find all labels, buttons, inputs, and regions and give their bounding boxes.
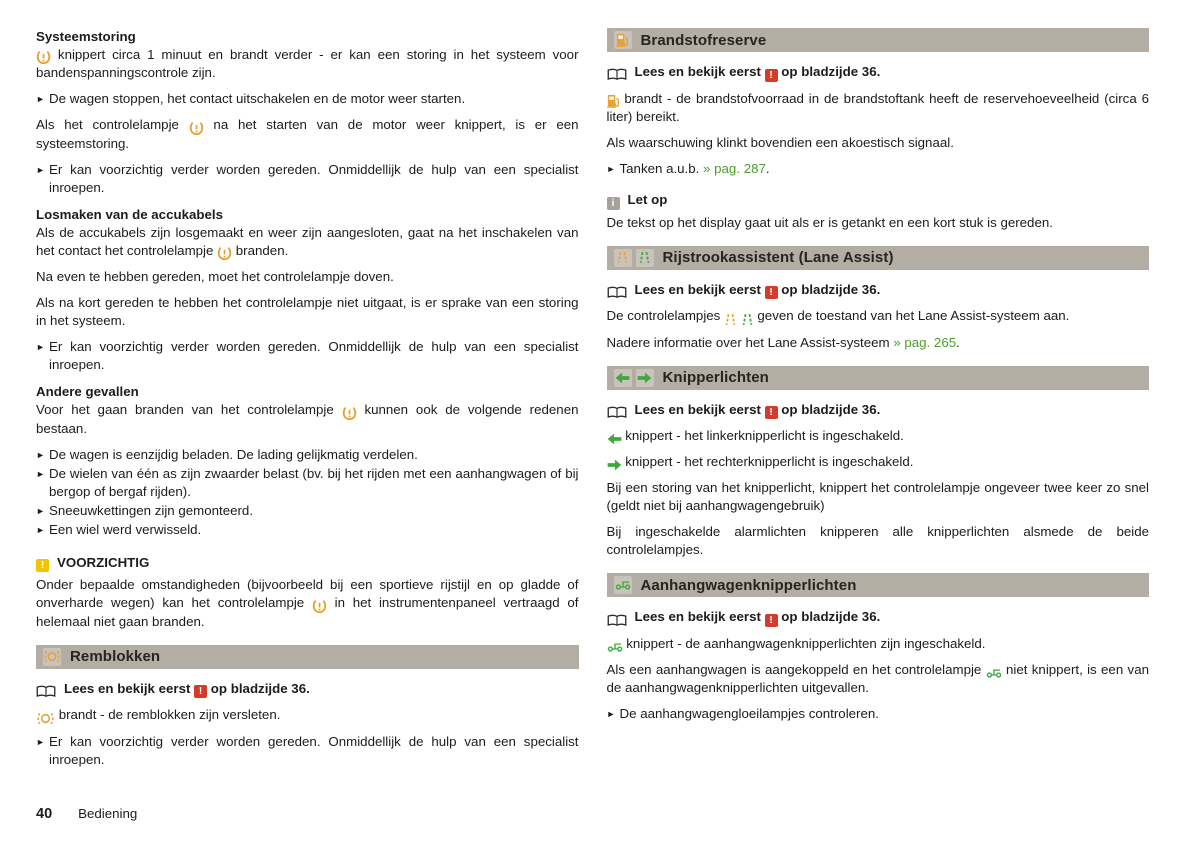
warning-red-exclamation-icon: ! <box>194 685 207 698</box>
paragraph <box>607 661 1150 697</box>
bullet-item <box>36 338 579 374</box>
caution-text <box>36 576 579 630</box>
note-text <box>607 214 1150 232</box>
text-run: Als een aanhangwagen is aangekoppeld en het controlelampje <box>606 661 986 677</box>
warning-red-exclamation-icon: ! <box>765 406 778 419</box>
open-book-icon <box>36 685 56 698</box>
brake-pad-warning-icon <box>43 648 61 666</box>
section-header-icons <box>614 249 654 267</box>
note-block <box>607 191 1150 232</box>
tyre-pressure-warning-icon <box>342 407 357 420</box>
bullet-marker-icon: ► <box>36 468 45 479</box>
open-book-icon <box>607 68 627 81</box>
text-run: branden. <box>232 242 289 258</box>
subheading: Losmaken van de accukabels <box>36 206 223 222</box>
caution-yellow-exclamation-icon: ! <box>36 559 49 572</box>
left-column <box>36 28 579 777</box>
text-run: knippert circa 1 minuut en brandt verder - er kan een storing in het systeem voor bandenspanningscontrole zijn. <box>36 47 579 81</box>
bullet-item <box>607 160 1150 178</box>
trailer-turn-signal-icon <box>607 641 623 653</box>
text-run: op bladzijde 36. <box>777 401 881 417</box>
paragraph <box>36 706 579 724</box>
text-run: Bij ingeschakelde alarmlichten knipperen alle knipperlichten alsmede de beide controlelampjes. <box>606 524 1149 558</box>
text-run: De wielen van één as zijn zwaarder belast (bv. bij het rijden met een aanhangwagen of bij bergop of bergaf rijden). <box>49 465 579 499</box>
text-run: Lees en bekijk eerst <box>634 281 765 297</box>
section-title: Remblokken <box>70 648 161 666</box>
bullet-item <box>36 733 579 769</box>
paragraph <box>36 401 579 437</box>
page-reference-link[interactable]: » pag. 265 <box>893 334 957 350</box>
bullet-text <box>49 446 579 464</box>
text-run: De tekst op het display gaat uit als er is getankt en een kort stuk is gereden. <box>606 214 1053 230</box>
read-first-note <box>607 608 1150 627</box>
trailer-turn-signal-icon <box>614 576 632 594</box>
bullet-item <box>607 705 1150 723</box>
trailer-turn-signal-icon <box>986 667 1002 679</box>
paragraph <box>607 635 1150 653</box>
tyre-pressure-warning-icon <box>312 600 327 613</box>
text-run: Onder bepaalde omstandigheden (bijvoorbeeld bij een sportieve rijstijl en op gladde of onverharde wegen) kan het controlelampje <box>36 577 579 611</box>
section-header <box>607 366 1150 390</box>
text-run: kunnen ook de volgende redenen bestaan. <box>36 402 579 436</box>
caution-block <box>36 554 579 631</box>
right-column <box>607 28 1150 777</box>
bullet-text <box>620 160 1150 178</box>
bullet-item <box>36 161 579 197</box>
section-header <box>607 28 1150 52</box>
bullet-marker-icon: ► <box>606 708 616 719</box>
document-page <box>36 28 1149 777</box>
text-run: niet knippert, is een van de aanhangwagenknipperlichten uitgevallen. <box>606 661 1149 695</box>
open-book-icon <box>607 406 627 419</box>
subheading: Andere gevallen <box>36 384 139 400</box>
text-run: Als waarschuwing klinkt bovendien een akoestisch signaal. <box>606 135 954 151</box>
footer-section-label: Bediening <box>78 806 138 821</box>
paragraph <box>36 116 579 152</box>
section-title: Brandstofreserve <box>640 31 767 49</box>
bullet-marker-icon: ► <box>36 94 45 105</box>
brake-pad-warning-icon <box>36 712 55 725</box>
paragraph <box>36 294 579 330</box>
read-first-note <box>607 281 1150 300</box>
open-book-icon <box>607 286 627 299</box>
text-run: knippert - het linkerknipperlicht is ingeschakeld. <box>621 428 904 444</box>
bullet-item <box>36 465 579 501</box>
text-run: Lees en bekijk eerst <box>634 401 765 417</box>
paragraph <box>36 224 579 260</box>
section-header-icons <box>614 369 654 387</box>
section-header-icons <box>614 576 632 594</box>
paragraph <box>607 427 1150 445</box>
section-header <box>607 246 1150 270</box>
page-footer <box>36 806 137 822</box>
text-run: . <box>956 334 960 350</box>
text-run: Er kan voorzichtig verder worden gereden. Onmiddellijk de hulp van een specialist inroepen. <box>49 161 579 195</box>
paragraph <box>607 307 1150 325</box>
bullet-item <box>36 446 579 464</box>
section-title: Knipperlichten <box>662 369 769 387</box>
text-run: Lees en bekijk eerst <box>64 680 195 696</box>
text-run: Als na kort gereden te hebben het controlelampje niet uitgaat, is er sprake van een storing in het systeem. <box>36 295 579 329</box>
paragraph <box>607 334 1150 352</box>
bullet-item <box>36 521 579 539</box>
lane-assist-amber-icon <box>614 249 632 267</box>
note-title <box>607 191 1150 210</box>
paragraph <box>607 90 1150 127</box>
paragraph <box>36 268 579 286</box>
bullet-text <box>620 705 1150 723</box>
text-run: knippert - de aanhangwagenknipperlichten zijn ingeschakeld. <box>622 635 986 651</box>
bullet-text <box>49 465 579 501</box>
text-run: Na even te hebben gereden, moet het controlelampje doven. <box>36 269 394 285</box>
text-run: op bladzijde 36. <box>777 281 881 297</box>
bullet-marker-icon: ► <box>36 449 45 460</box>
fuel-pump-icon <box>614 31 632 49</box>
section-header-icons <box>614 31 632 49</box>
text-run: Voor het gaan branden van het controlelampje <box>36 402 342 418</box>
bullet-text <box>49 733 579 769</box>
read-first-note <box>607 401 1150 420</box>
paragraph <box>607 523 1150 559</box>
bullet-marker-icon: ► <box>36 524 45 535</box>
text-run: brandt - de brandstofvoorraad in de brandstoftank heeft de reservehoeveelheid (circa 6 liter) bereikt. <box>606 90 1149 125</box>
turn-signal-right-icon <box>607 459 622 471</box>
open-book-icon <box>607 614 627 627</box>
paragraph <box>36 46 579 82</box>
text-run: Als het controlelampje <box>36 117 189 133</box>
warning-red-exclamation-icon: ! <box>765 69 778 82</box>
text-run: Er kan voorzichtig verder worden gereden. Onmiddellijk de hulp van een specialist inroepen. <box>49 733 579 767</box>
bullet-marker-icon: ► <box>36 342 45 353</box>
section-header <box>607 573 1150 597</box>
text-run: De wagen is eenzijdig beladen. De lading gelijkmatig verdelen. <box>49 446 418 462</box>
info-note-icon: i <box>607 197 620 210</box>
text-run: Bij een storing van het knipperlicht, knippert het controlelampje ongeveer twee keer zo snel (geldt niet bij aanhangwagengebruik) <box>606 480 1149 514</box>
text-run: in het instrumentenpaneel vertraagd of helemaal niet gaan branden. <box>36 595 579 629</box>
bullet-text <box>49 338 579 374</box>
bullet-marker-icon: ► <box>36 736 45 747</box>
text-run: na het starten van de motor weer knippert, is er een systeemstoring. <box>36 117 579 151</box>
warning-red-exclamation-icon: ! <box>765 286 778 299</box>
text-run: Als de accukabels zijn losgemaakt en weer zijn aangesloten, gaat na het inschakelen van het contact het controlelampje <box>36 224 579 258</box>
text-run: brandt - de remblokken zijn versleten. <box>55 707 281 723</box>
lane-assist-green-icon <box>741 313 754 326</box>
section-header-icons <box>43 648 61 666</box>
box-title-text: Let op <box>627 192 668 208</box>
text-run: op bladzijde 36. <box>777 609 881 625</box>
text-run: Tanken a.u.b. <box>619 161 704 177</box>
turn-signal-left-icon <box>607 433 622 445</box>
lane-assist-amber-icon <box>724 313 737 326</box>
text-run: op bladzijde 36. <box>777 64 881 79</box>
subheading: Systeemstoring <box>36 29 136 44</box>
paragraph <box>607 134 1150 152</box>
page-reference-link[interactable]: » pag. 287 <box>703 161 766 177</box>
bullet-text <box>49 90 579 108</box>
text-run: op bladzijde 36. <box>207 680 310 696</box>
text-run: Nadere informatie over het Lane Assist-systeem <box>606 334 894 350</box>
tyre-pressure-warning-icon <box>217 247 232 260</box>
box-title-text: VOORZICHTIG <box>57 554 150 570</box>
text-run: De controlelampjes <box>606 308 725 324</box>
bullet-text <box>49 502 579 520</box>
turn-signal-left-icon <box>614 369 632 387</box>
paragraph <box>607 479 1150 515</box>
tyre-pressure-warning-icon <box>189 122 204 135</box>
bullet-item <box>36 502 579 520</box>
fuel-pump-icon <box>607 94 620 108</box>
text-run: knippert - het rechterknipperlicht is ingeschakeld. <box>621 454 914 470</box>
text-run: Er kan voorzichtig verder worden gereden. Onmiddellijk de hulp van een specialist inroepen. <box>49 339 579 373</box>
text-run: Sneeuwkettingen zijn gemonteerd. <box>49 502 254 518</box>
read-first-note <box>607 63 1150 82</box>
section-title: Rijstrookassistent (Lane Assist) <box>662 249 894 267</box>
bullet-marker-icon: ► <box>606 164 616 175</box>
bullet-marker-icon: ► <box>36 164 45 175</box>
text-run: De wagen stoppen, het contact uitschakelen en de motor weer starten. <box>49 91 466 107</box>
tyre-pressure-warning-icon <box>36 51 51 64</box>
text-run: De aanhangwagengloeilampjes controleren. <box>619 705 879 721</box>
text-run: . <box>765 161 770 177</box>
text-run: geven de toestand van het Lane Assist-systeem aan. <box>753 308 1070 324</box>
text-run: Lees en bekijk eerst <box>634 609 765 625</box>
section-header <box>36 645 579 669</box>
bullet-text <box>49 161 579 197</box>
paragraph <box>607 453 1150 471</box>
caution-title <box>36 554 579 573</box>
lane-assist-green-icon <box>636 249 654 267</box>
bullet-marker-icon: ► <box>36 505 45 516</box>
section-title: Aanhangwagenknipperlichten <box>640 576 857 594</box>
bullet-text <box>49 521 579 539</box>
text-run: Lees en bekijk eerst <box>634 64 765 79</box>
bullet-item <box>36 90 579 108</box>
page-number: 40 <box>36 806 53 822</box>
text-run: Een wiel werd verwisseld. <box>49 521 202 537</box>
turn-signal-right-icon <box>636 369 654 387</box>
warning-red-exclamation-icon: ! <box>765 614 778 627</box>
read-first-note <box>36 680 579 699</box>
